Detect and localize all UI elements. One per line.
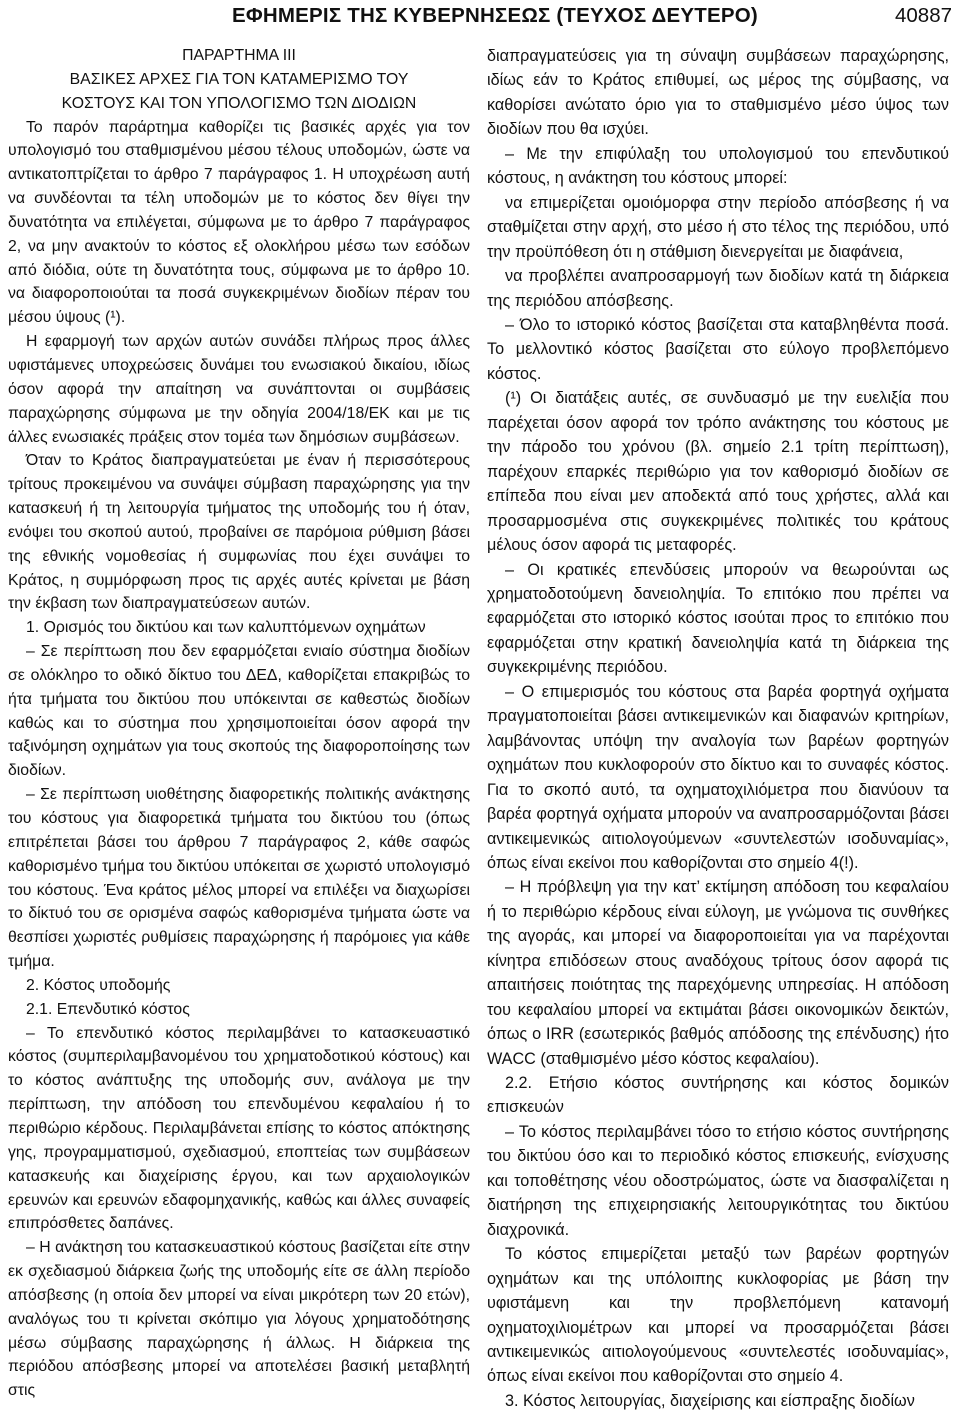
paragraph-investment-2: – Η ανάκτηση του κατασκευαστικού κόστους βασίζεται είτε στην εκ σχεδιασμού διάρκεια ζωής της υποδομής είτε σε άλλη περίοδο απόσβεσης (η οποία δεν μπορεί να είναι μικρότερη των 20 ετών), αναλόγως του τι κρίνεται σκόπιμο για λόγους χρηματοδότησης μέσω σύμβασης παραχώρησης ή άλλως. Η διάρκεια της περιόδου απόσβεσης μπορεί να αποτελέσει βασική μεταβλητή στις xyxy=(8,1239,470,1400)
paragraph-intro: Το παρόν παράρτημα καθορίζει τις βασικές αρχές για τον υπολογισμό του σταθμισμένου μέσου τέλους υποδομών, ώστε να αντικατοπτρίζεται το άρθρο 7 παράγραφος 1. Η υποχρέωση αυτή να συνδέονται τα τέλη υποδομών με το κόστος δεν θίγει την δυνατότητα να επιλέγεται, σύμφωνα με το άρθρο 7 παράγραφος 2, να μην ανακτούν το κόστος εξ ολοκλήρου μέσω των εσόδων από διόδια, ούτε τη δυνατότητα τους, σύμφωνα με το άρθρο 10. να διαφοροποιούται τα ποσά συγκεκριμένων διοδίων πέραν του μέσου ύψους (¹). xyxy=(8,118,470,327)
footnote-1: (¹) Οι διατάξεις αυτές, σε συνδυασμό με την ευελιξία που παρέχεται όσον αφορά τον τρόπο ανάκτησης του κόστους με την πάροδο του χρόνου (βλ. σημείο 2.1 τρίτη περίπτωση), παρέχουν επαρκές περιθώριο για τον καθορισμό διοδίων σε επίπεδα που είναι μεν αποδεκτά από τους χρήστες, αλλά και προσαρμοσμένα στις συγκεκριμένες πολιτικές του κράτους μέλους όσον αφορά τις μεταφορές. xyxy=(487,389,949,555)
section-heading-2-1: 2.1. Επενδυτικό κόστος xyxy=(26,1000,190,1018)
paragraph-return-on-capital: – Η πρόβλεψη για την κατ’ εκτίμηση απόδοση του κεφαλαίου ή το περιθώριο κέρδους είναι εύλογη, με γνώμονα τις συνθήκες της αγοράς, και μπορεί να διαφοροποιείται για να παρέχονται κίνητρα επιδόσεων στους αναδόχους τρίτους όσον αφορά τις απαιτήσεις ποιότητας της παρεχόμενης υπηρεσίας. Η απόδοση του κεφαλαίου μπορεί να εκτιμάται βάσει οικονομικών δεικτών, όπως ο IRR (εσωτερικός βαθμός απόδοσης της επένδυσης) ήτο WACC (σταθμισμένο μέσο κόστος κεφαλαίου). xyxy=(487,878,949,1068)
section-heading-2-2: 2.2. Ετήσιο κόστος συντήρησης και κόστος δομικών επισκευών xyxy=(487,1074,949,1117)
paragraph-cost-recovery-b: να προβλέπει αναπροσαρμογή των διοδίων κατά τη διάρκεια της περιόδου απόσβεσης. xyxy=(487,267,949,310)
page-number: 40887 xyxy=(894,4,952,27)
paragraph-historic-cost: – Όλο το ιστορικό κόστος βασίζεται στα καταβληθέντα ποσά. Το μελλοντικό κόστος βασίζεται στο εύλογο προβλεπόμενο κόστος. xyxy=(487,315,949,383)
paragraph-network-1: – Σε περίπτωση που δεν εφαρμόζεται ενιαίο σύστημα διοδίων σε ολόκληρο το οδικό δίκτυο του ΔΕΔ, καθορίζεται επακριβώς το ήτα τμήματα του δικτύου που υπόκεινται σε καθεστώς διοδίων καθώς και το σύστημα που χρησιμοποιείται όσον αφορά την ταξινόμηση οχημάτων για τους σκοπούς της διαφοροποίησης των διοδίων. xyxy=(8,643,470,780)
paragraph-state-investment: – Οι κρατικές επενδύσεις μπορούν να θεωρούνται ως χρηματοδοτούμενη δανειοληψία. Το επιτόκιο που πρέπει να εφαρμόζεται στο ιστορικό κόστος ισούται προς το επιτόκιο που εφαρμόζεται στην κρατική δανειοληψία κατά τη διάρκεια της συγκεκριμένης περιόδου. xyxy=(487,560,949,677)
paragraph-negotiation: Όταν το Κράτος διαπραγματεύεται με έναν ή περισσότερους τρίτους προκειμένου να συνάψει σύμβαση παραχώρησης για την κατασκευή ή τη λειτουργία τμήματος της υποδομής του ή όταν, ενόψει του σκοπού αυτού, προβαίνει σε παρόμοια ρύθμιση βάσει της εθνικής νομοθεσίας ή συμφωνίας που έχει συνάψει το Κράτος, η συμμόρφωση προς τις αρχές αυτές κρίνεται με βάση την έκβαση των διαπραγματεύσεων αυτών. xyxy=(8,452,470,613)
annex-subtitle-line-1: ΒΑΣΙΚΕΣ ΑΡΧΕΣ ΓΙΑ ΤΟΝ ΚΑΤΑΜΕΡΙΣΜΟ ΤΟΥ xyxy=(69,70,409,88)
left-column xyxy=(8,44,470,1403)
paragraph-cost-recovery-a: να επιμερίζεται ομοιόμορφα στην περίοδο απόσβεσης ή να σταθμίζεται στην αρχή, στο μέσο ή στο τέλος της περιόδου, υπό την προϋπόθεση ότι η στάθμιση διενεργείται με διαφάνεια, xyxy=(487,193,949,261)
paragraph-network-2: – Σε περίπτωση υιοθέτησης διαφορετικής πολιτικής ανάκτησης του κόστους για διαφορετικά τμήματα του δικτύου του (όπως επιτρέπεται βάσει του άρθρου 7 παράγραφος 2, κάθε σαφώς καθορισμένο τμήμα του δικτύου υπόκειται σε χωριστό υπολογισμό του κόστους. Ένα κράτος μέλος μπορεί να επιλέξει να διαχωρίσει το δίκτυό του σε ορισμένα σαφώς καθορισμένα τμήματα ώστε να θεσπίσει χωριστές ρυθμίσεις παραχώρησης ή παρόμοιες για κάθε τμήμα. xyxy=(8,786,470,971)
section-heading-1: 1. Ορισμός του δικτύου και των καλυπτόμενων οχημάτων xyxy=(26,619,426,637)
paragraph-investment-1: – Το επενδυτικό κόστος περιλαμβάνει το κατασκευαστικό κόστος (συμπεριλαμβανομένου του χρηματοδοτικού κόστους) και το κόστος ανάπτυξης της υποδομής συν, ανάλογα με την περίπτωση, την απόδοση του επενδυμένου κεφαλαίου ή το περιθώριο κέρδους. Περιλαμβάνεται επίσης το κόστος απόκτησης γης, προγραμματισμού, σχεδιασμού, εποπτείας των συμβάσεων κατασκευής και διαχείρισης έργου, και των αρχαιολογικών ερευνών και ερευνών εδαφομηχανικής, καθώς και άλλες συναφείς επιπρόσθετες δαπάνες. xyxy=(8,1024,470,1233)
right-column xyxy=(487,44,949,1413)
page-header xyxy=(0,4,960,34)
section-heading-2: 2. Κόστος υποδομής xyxy=(26,976,171,994)
annex-title: ΠΑΡΑΡΤΗΜΑ ΙΙΙ xyxy=(182,47,296,64)
paragraph-continuation: διαπραγματεύσεις για τη σύναψη συμβάσεων παραχώρησης, ιδίως εάν το Κράτος επιθυμεί, ως μέρος της σύμβασης, να καθορίσει ανώτατο όριο για το σταθμισμένο μέσο ύψος των διοδίων που θα ισχύει. xyxy=(487,47,949,139)
paragraph-cost-recovery: – Με την επιφύλαξη του υπολογισμού του επενδυτικού κόστους, η ανάκτηση του κόστους μπορεί: xyxy=(487,144,949,188)
annex-subtitle-line-2: ΚΟΣΤΟΥΣ ΚΑΙ ΤΟΝ ΥΠΟΛΟΓΙΣΜΟ ΤΩΝ ΔΙΟΔΙΩΝ xyxy=(61,94,417,112)
paragraph-maintenance-2: Το κόστος επιμερίζεται μεταξύ των βαρέων φορτηγών οχημάτων και της υπόλοιπης κυκλοφορίας με βάση την υφιστάμενη και την προβλεπόμενη κατανομή οχηματοχιλιομέτρων και μπορεί να προσαρμόζεται βάσει αντικειμενικώς αιτιολογούμενους «συντελεστές ισοδυναμίας», όπως είναι εκείνοι που καθορίζονται στο σημείο 4. xyxy=(487,1245,949,1386)
section-heading-3: 3. Κόστος λειτουργίας, διαχείρισης και είσπραξης διοδίων xyxy=(505,1391,915,1410)
gazette-title: ΕΦΗΜΕΡΙΣ ΤΗΣ ΚΥΒΕΡΝΗΣΕΩΣ (ΤΕΥΧΟΣ ΔΕΥΤΕΡΟ) xyxy=(232,4,758,27)
paragraph-cost-allocation: – Ο επιμερισμός του κόστους στα βαρέα φορτηγά οχήματα πραγματοποιείται βάσει αντικειμενικών και διαφανών κριτηρίων, λαμβάνοντας υπόψη την αναλογία των βαρέων φορτηγών οχημάτων που κυκλοφορούν στο δίκτυο και το συναφές κόστος. Για το σκοπό αυτό, τα οχηματοχιλιόμετρα που διανύουν τα βαρέα φορτηγά οχήματα μπορούν να αναπροσαρμόζονται βάσει αντικειμενικώς αιτιολογούμενων «συντελεστών ισοδυναμίας», όπως είναι εκείνοι που καθορίζονται στο σημείο 4(!). xyxy=(487,682,949,872)
paragraph-application: Η εφαρμογή των αρχών αυτών συνάδει πλήρως προς άλλες υφιστάμενες υποχρεώσεις δυνάμει του ενωσιακού δικαίου, ιδίως όσον αφορά την απαίτηση να συνάπτονται οι συμβάσεις παραχώρησης σύμφωνα με την οδηγία 2004/18/ΕΚ και με τις άλλες ενωσιακές πράξεις στον τομέα των δημόσιων συμβάσεων. xyxy=(8,333,470,446)
paragraph-maintenance-1: – Το κόστος περιλαμβάνει τόσο το ετήσιο κόστος συντήρησης του δικτύου όσο και το περιοδικό κόστος επισκευής, ενίσχυσης και τοποθέτησης νέου οδοστρώματος, ώστε να διασφαλίζεται η διατήρηση της επιχειρησιακής λειτουργικότητας του δικτύου διαχρονικά. xyxy=(487,1122,949,1239)
